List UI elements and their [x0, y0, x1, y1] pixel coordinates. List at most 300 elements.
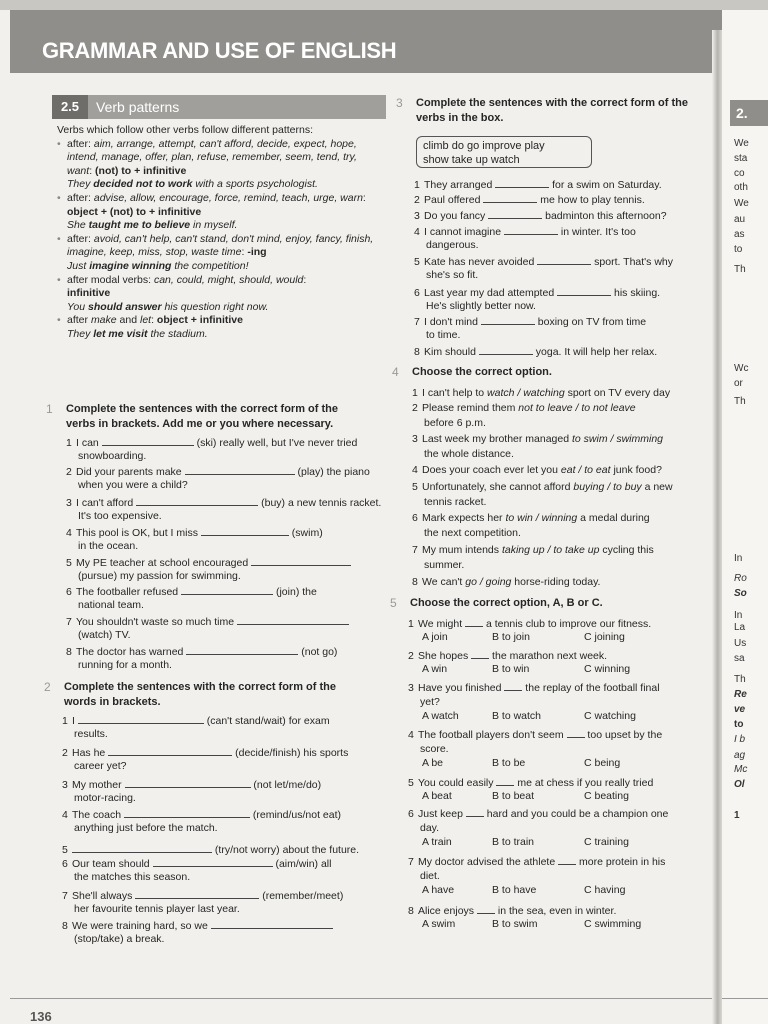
option-c[interactable]: C being [584, 757, 621, 769]
top-scan-strip [0, 0, 768, 10]
item-text: Just keep [418, 808, 466, 820]
answer-blank[interactable] [125, 777, 251, 788]
item-number: 3 [66, 497, 72, 509]
option-c[interactable]: C swimming [584, 918, 642, 930]
answer-blank[interactable] [465, 616, 483, 627]
option-b[interactable]: B to have [492, 884, 537, 896]
item-text: Alice enjoys [418, 905, 477, 917]
item-continuation: dangerous. [426, 239, 479, 251]
answer-blank[interactable] [477, 903, 495, 914]
exercise-number: 4 [392, 365, 399, 379]
item-continuation: the matches this season. [74, 871, 191, 883]
answer-blank[interactable] [211, 918, 333, 929]
next-page-fragment: co [734, 168, 745, 179]
example-text: You [67, 300, 89, 313]
exercise-item [412, 575, 712, 589]
next-page-fragment: La [734, 622, 746, 633]
next-page-fragment: Re [734, 689, 747, 700]
item-number: 8 [408, 905, 414, 917]
option-choice[interactable]: eat / to eat [560, 464, 611, 476]
item-text: hard and you could be a champion one [483, 808, 669, 820]
answer-blank[interactable] [481, 314, 535, 325]
next-page-fragment: In [734, 553, 743, 564]
item-text: Kate has never avoided [424, 256, 538, 268]
item-number: 5 [414, 256, 420, 268]
item-number: 8 [412, 576, 418, 588]
option-b[interactable]: B to be [492, 757, 526, 769]
exercise-item [414, 254, 714, 269]
next-page-fragment: Mc [734, 764, 748, 775]
item-text: Last year my dad attempted [424, 287, 558, 299]
book-spine-shadow [712, 30, 722, 1024]
next-page-fragment: Th [734, 674, 746, 685]
exercise-item [412, 511, 712, 525]
exercise-item [408, 727, 708, 742]
rule-form: object + infinitive [156, 314, 243, 327]
item-number: 4 [62, 809, 68, 821]
exercise-instructions: Choose the correct option. [412, 366, 552, 378]
item-text: for a swim on Saturday. [549, 179, 662, 191]
section-title: Verb patterns [96, 99, 180, 115]
next-page-fragment: ve [734, 704, 746, 715]
exercise-item [412, 463, 712, 477]
next-page-fragment: oth [734, 182, 748, 193]
item-number: 7 [408, 856, 414, 868]
item-text: a tennis club to improve our fitness. [483, 618, 652, 630]
item-text: in the sea, even in winter. [494, 905, 617, 917]
item-number: 7 [414, 316, 420, 328]
example-highlight: should answer [88, 300, 162, 313]
next-page-fragment: sta [734, 153, 748, 164]
exercise-item [66, 644, 386, 659]
item-continuation: yet? [420, 696, 440, 708]
exercise-instructions: Complete the sentences with the correct form of the words in brackets. [64, 681, 336, 708]
item-number: 2 [62, 747, 68, 759]
bullet-icon: • [57, 232, 61, 245]
example-highlight: decided not to work [93, 178, 193, 191]
rule-example [67, 301, 268, 313]
rule-verbs: avoid, can't help, can't stand, don't mind, enjoy, fancy, finish, imagine, keep, miss, stop, waste time [67, 232, 374, 259]
exercise-item [414, 192, 714, 207]
answer-blank[interactable] [479, 344, 533, 355]
answer-blank[interactable] [466, 806, 484, 817]
answer-blank[interactable] [108, 745, 232, 756]
item-text: sport on TV every day [564, 387, 671, 399]
example-text: the competition! [171, 259, 249, 272]
item-number: 1 [412, 387, 418, 399]
rule-separator: : [89, 164, 96, 177]
next-page-fragment: or [734, 378, 743, 389]
item-text: sport. That's why [591, 256, 674, 268]
item-text: Paul offered [424, 194, 484, 206]
answer-blank[interactable] [471, 648, 489, 659]
exercise-item [66, 495, 386, 510]
item-continuation: (watch) TV. [78, 629, 131, 641]
exercise-item [66, 555, 386, 570]
option-c[interactable]: C joining [584, 631, 625, 643]
item-number: 1 [408, 618, 414, 630]
exercise-item [412, 480, 712, 494]
rule-verbs: make [90, 314, 117, 327]
item-text: They arranged [424, 179, 496, 191]
item-continuation: national team. [78, 599, 144, 611]
option-a[interactable]: A swim [422, 918, 456, 930]
exercise-item [66, 614, 386, 629]
exercise-item [408, 680, 708, 695]
next-page-fragment: We [734, 138, 749, 149]
answer-blank[interactable] [153, 856, 273, 867]
rule-example [67, 328, 208, 340]
next-page-fragment: as [734, 229, 745, 240]
rule-example [67, 178, 318, 190]
next-page-fragment: So [734, 588, 747, 599]
word-box-line: show take up watch [423, 154, 520, 166]
item-continuation: tennis racket. [424, 496, 487, 508]
item-number: 8 [62, 920, 68, 932]
item-text: The doctor has warned [76, 646, 187, 658]
word-box-line: climb do go improve play [423, 140, 545, 152]
item-text: My doctor advised the athlete [418, 856, 559, 868]
item-text: a new [641, 481, 673, 493]
answer-blank[interactable] [237, 614, 349, 625]
next-page-fragment: Us [734, 638, 747, 649]
option-a[interactable]: A watch [422, 710, 459, 722]
rule-lead: and [116, 314, 140, 327]
item-hint: (decide/finish) his sports [232, 747, 349, 759]
rule-separator: : [303, 273, 307, 286]
item-number: 3 [62, 779, 68, 791]
item-number: 5 [66, 557, 72, 569]
item-number: 7 [62, 890, 68, 902]
footer-rule [722, 998, 768, 999]
item-number: 7 [412, 544, 418, 556]
item-number: 8 [66, 646, 72, 658]
item-number: 7 [66, 616, 72, 628]
rule-item [57, 138, 377, 192]
rule-separator: : [241, 246, 248, 259]
exercise-item [412, 432, 712, 446]
rule-item [57, 274, 377, 315]
item-text: Did your parents make [76, 466, 185, 478]
option-c[interactable]: C having [584, 884, 626, 896]
item-number: 3 [414, 210, 420, 222]
exercise-item [414, 344, 714, 359]
exercise-item [62, 888, 382, 903]
item-text: Do you fancy [424, 210, 489, 222]
next-page-fragment: We [734, 198, 749, 209]
option-choice[interactable]: not to leave / to not leave [518, 402, 636, 414]
bullet-icon: • [57, 314, 61, 327]
item-number: 2 [408, 650, 414, 662]
item-text: I [72, 715, 78, 727]
exercise-item [408, 806, 708, 821]
next-page-section-badge: 2. [730, 100, 768, 126]
rule-form: object + (not) to + infinitive [67, 205, 202, 218]
item-hint: (can't stand/wait) for exam [203, 715, 330, 727]
answer-blank[interactable] [201, 525, 289, 536]
option-a[interactable]: A have [422, 884, 455, 896]
answer-blank[interactable] [483, 192, 537, 203]
answer-blank[interactable] [124, 807, 250, 818]
exercise-item [414, 177, 714, 192]
item-text: too upset by the [584, 729, 663, 741]
item-number: 6 [62, 858, 68, 870]
option-a[interactable]: A beat [422, 790, 452, 802]
item-text: cycling this [599, 544, 654, 556]
answer-blank[interactable] [78, 713, 204, 724]
item-number: 5 [62, 844, 68, 856]
item-number: 4 [408, 729, 414, 741]
example-highlight: taught me to believe [88, 219, 191, 232]
answer-blank[interactable] [504, 224, 558, 235]
next-page-fragment: I b [734, 734, 746, 745]
option-a[interactable]: A be [422, 757, 444, 769]
item-text: I can [76, 437, 102, 449]
exercise-instructions: Complete the sentences with the correct form of the verbs in brackets. Add me or you where necessary. [66, 403, 338, 430]
answer-blank[interactable] [504, 680, 522, 691]
item-text: She'll always [72, 890, 136, 902]
item-text: My mother [72, 779, 125, 791]
bullet-icon: • [57, 191, 61, 204]
rule-separator: : [151, 314, 157, 327]
rule-verbs: can, could, might, should, would [153, 273, 304, 286]
rule-verbs: aim, arrange, attempt, can't afford, decide, expect, hope, intend, manage, offer, plan, refuse, remember, seem, tend, try, want [67, 137, 357, 177]
exercise-number: 2 [44, 680, 51, 694]
rule-form: infinitive [67, 287, 111, 300]
option-choice[interactable]: taking up / to take up [501, 544, 600, 556]
rule-lead: after: [67, 191, 94, 204]
example-highlight: imagine winning [89, 259, 172, 272]
item-text: We might [418, 618, 466, 630]
answer-blank[interactable] [185, 464, 295, 475]
option-b[interactable]: B to watch [492, 710, 542, 722]
option-choice[interactable]: go / going [465, 576, 512, 588]
rule-form: (not) to + infinitive [95, 164, 187, 177]
item-text: badminton this afternoon? [542, 210, 667, 222]
option-choice[interactable]: to win / winning [505, 512, 578, 524]
option-c[interactable]: C winning [584, 663, 631, 675]
example-text: in myself. [190, 219, 238, 232]
item-hint: (aim/win) all [272, 858, 332, 870]
item-text: Our team should [72, 858, 153, 870]
item-text: The footballer refused [76, 586, 182, 598]
item-text: horse-riding today. [511, 576, 601, 588]
item-text: Does your coach ever let you [422, 464, 561, 476]
exercise-number: 5 [390, 596, 397, 610]
answer-blank[interactable] [488, 208, 542, 219]
item-text: yoga. It will help her relax. [532, 346, 658, 358]
option-b[interactable]: B to join [492, 631, 530, 643]
exercise-item [412, 386, 712, 400]
item-number: 1 [66, 437, 72, 449]
example-text: They [67, 327, 94, 340]
next-page-fragment: Ro [734, 573, 747, 584]
item-continuation: to time. [426, 329, 461, 341]
rule-verbs: advise, allow, encourage, force, remind, teach, urge, warn [93, 191, 363, 204]
next-page-fragment: to [734, 244, 743, 255]
rule-example [67, 260, 249, 272]
item-text: the replay of the football final [522, 682, 660, 694]
item-continuation: when you were a child? [78, 479, 188, 491]
item-hint: (play) the piano [294, 466, 370, 478]
option-a[interactable]: A win [422, 663, 448, 675]
exercise-item [62, 807, 382, 822]
item-continuation: day. [420, 822, 440, 834]
option-a[interactable]: A train [422, 836, 452, 848]
rule-lead: after: [67, 232, 94, 245]
item-hint: (ski) really well, but I've never tried [193, 437, 358, 449]
item-number: 5 [412, 481, 418, 493]
item-continuation: summer. [424, 559, 465, 571]
exercise-item [66, 525, 386, 540]
exercise-instructions: Choose the correct option, A, B or C. [410, 597, 603, 609]
rule-example [67, 219, 237, 231]
item-continuation: career yet? [74, 760, 127, 772]
option-c[interactable]: C training [584, 836, 629, 848]
option-b[interactable]: B to beat [492, 790, 535, 802]
option-choice[interactable]: to swim / swimming [572, 433, 664, 445]
item-continuation: in the ocean. [78, 540, 139, 552]
exercise-item [408, 648, 708, 663]
next-page-fragment: Th [734, 264, 746, 275]
item-text: Has he [72, 747, 109, 759]
option-choice[interactable]: buying / to buy [573, 481, 642, 493]
item-number: 2 [412, 402, 418, 414]
item-text: the marathon next week. [489, 650, 608, 662]
exercise-item [414, 224, 714, 239]
item-continuation: motor-racing. [74, 792, 136, 804]
answer-blank[interactable] [251, 555, 351, 566]
answer-blank[interactable] [102, 435, 194, 446]
option-c[interactable]: C watching [584, 710, 636, 722]
item-text: She hopes [418, 650, 472, 662]
item-text: Please remind them [422, 402, 519, 414]
answer-blank[interactable] [181, 584, 273, 595]
next-page-edge [722, 10, 768, 1024]
option-b[interactable]: B to swim [492, 918, 538, 930]
option-a[interactable]: A join [422, 631, 448, 643]
option-c[interactable]: C beating [584, 790, 629, 802]
item-text: Kim should [424, 346, 479, 358]
item-number: 4 [414, 226, 420, 238]
rule-item [57, 192, 377, 233]
item-hint: (remind/us/not eat) [249, 809, 341, 821]
item-text: You shouldn't waste so much time [76, 616, 237, 628]
option-b[interactable]: B to win [492, 663, 530, 675]
item-hint: (swim) [288, 527, 323, 539]
next-page-fragment: Wc [734, 363, 749, 374]
bullet-icon: • [57, 137, 61, 150]
item-number: 6 [412, 512, 418, 524]
item-hint: (not go) [298, 646, 338, 658]
item-number: 2 [414, 194, 420, 206]
next-page-fragment: to [734, 719, 744, 730]
exercise-item [408, 616, 708, 631]
rule-lead: after: [67, 137, 94, 150]
answer-blank[interactable] [496, 775, 514, 786]
answer-blank[interactable] [136, 495, 258, 506]
rule-verbs: let [139, 314, 152, 327]
item-number: 2 [66, 466, 72, 478]
item-continuation: score. [420, 743, 449, 755]
footer-rule [10, 998, 712, 999]
answer-blank[interactable] [557, 285, 611, 296]
next-page-fragment: 1 [734, 810, 740, 821]
bullet-icon: • [57, 273, 61, 286]
answer-blank[interactable] [537, 254, 591, 265]
example-text: his question right now. [161, 300, 269, 313]
exercise-item [66, 584, 386, 599]
item-hint: (try/not worry) about the future. [212, 844, 360, 856]
item-continuation: (stop/take) a break. [74, 933, 165, 945]
item-text: You could easily [418, 777, 497, 789]
item-text: The football players don't seem [418, 729, 567, 741]
answer-blank[interactable] [558, 854, 576, 865]
rules-intro: Verbs which follow other verbs follow different patterns: [57, 124, 314, 136]
item-text: his skiing. [611, 287, 661, 299]
item-text: I can't afford [76, 497, 137, 509]
exercise-item [408, 903, 708, 918]
item-number: 1 [414, 179, 420, 191]
item-text: I can't help to [422, 387, 488, 399]
item-text: Last week my brother managed [422, 433, 572, 445]
item-text: boxing on TV from time [534, 316, 647, 328]
rule-lead: after modal verbs: [67, 273, 154, 286]
item-continuation: It's too expensive. [78, 510, 162, 522]
answer-blank[interactable] [72, 842, 212, 853]
item-continuation: the next competition. [424, 527, 521, 539]
answer-blank[interactable] [495, 177, 549, 188]
item-number: 3 [412, 433, 418, 445]
exercise-item [414, 208, 714, 223]
option-b[interactable]: B to train [492, 836, 535, 848]
item-text: I cannot imagine [424, 226, 504, 238]
rule-item [57, 314, 377, 341]
item-continuation: (pursue) my passion for swimming. [78, 570, 241, 582]
page-title: GRAMMAR AND USE OF ENGLISH [42, 38, 397, 63]
next-page-fragment: ag [734, 750, 746, 761]
option-choice[interactable]: watch / watching [487, 387, 565, 399]
answer-blank[interactable] [135, 888, 259, 899]
next-page-fragment: sa [734, 653, 745, 664]
example-text: They [67, 178, 94, 191]
exercise-item [62, 777, 382, 792]
item-text: in winter. It's too [557, 226, 636, 238]
item-text: Mark expects her [422, 512, 506, 524]
exercise-item [414, 314, 714, 329]
item-text: Have you finished [418, 682, 505, 694]
item-hint: (remember/meet) [259, 890, 344, 902]
item-number: 8 [414, 346, 420, 358]
item-continuation: anything just before the match. [74, 822, 218, 834]
exercise-item [66, 464, 386, 479]
exercise-item [62, 713, 382, 728]
answer-blank[interactable] [186, 644, 298, 655]
item-hint: (buy) a new tennis racket. [258, 497, 382, 509]
next-page-fragment: In [734, 610, 743, 621]
item-text: me how to play tennis. [537, 194, 645, 206]
exercise-item [62, 842, 382, 857]
exercise-item [412, 401, 712, 415]
example-text: She [67, 219, 89, 232]
item-number: 3 [408, 682, 414, 694]
answer-blank[interactable] [567, 727, 585, 738]
item-continuation: before 6 p.m. [424, 417, 486, 429]
example-text: the stadium. [147, 327, 208, 340]
item-text: We can't [422, 576, 466, 588]
exercise-item [414, 285, 714, 300]
example-text: with a sports psychologist. [192, 178, 318, 191]
